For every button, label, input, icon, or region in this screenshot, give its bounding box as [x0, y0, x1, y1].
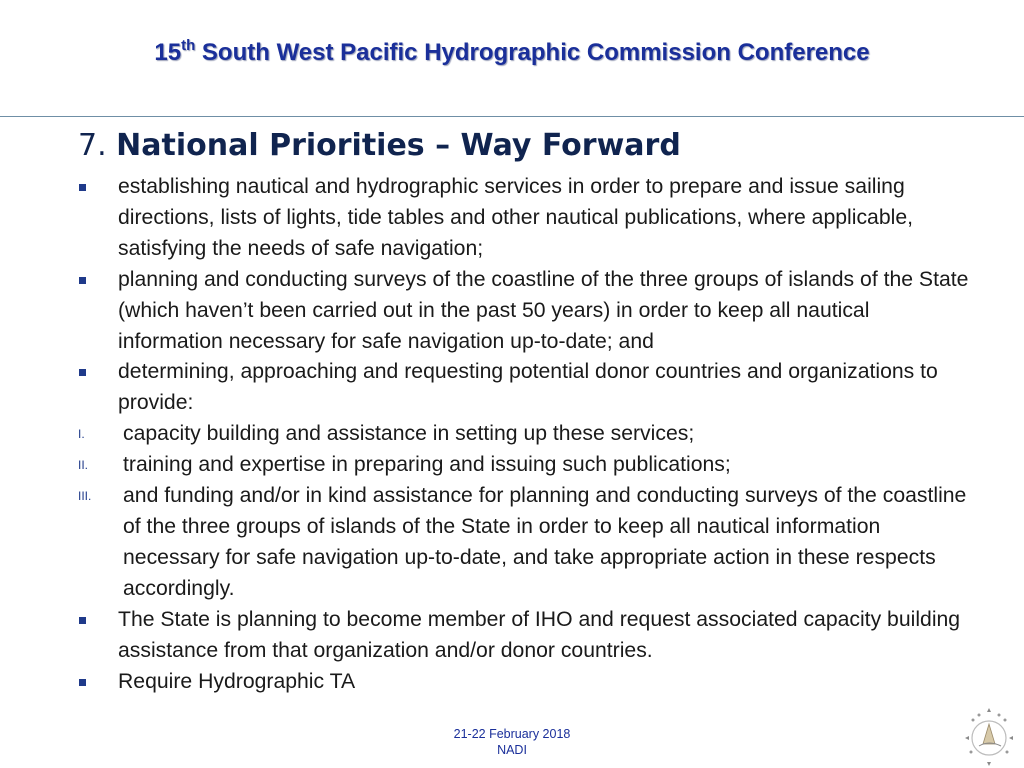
- footer-place: NADI: [497, 743, 527, 757]
- bullet-item: [78, 172, 978, 265]
- swphc-compass-logo-icon: [955, 704, 1019, 768]
- roman-numeral-marker: III.: [78, 489, 92, 504]
- roman-numeral-marker: II.: [78, 458, 89, 473]
- bullet-item: [78, 667, 978, 698]
- bullet-text: The State is planning to become member of IHO and request associated capacity building assistance from that organization and/or donor countries.: [118, 607, 961, 662]
- square-bullet-icon: [79, 679, 86, 686]
- slide-content: [78, 172, 978, 697]
- sub-item-text: and funding and/or in kind assistance for planning and conducting surveys of the coastline of the three groups of islands of the State in order to keep all nautical information necessary for safe navigation up-to-date, and take appropriate action in these respects accordingly.: [123, 484, 967, 600]
- square-bullet-icon: [79, 184, 86, 191]
- section-title: [78, 128, 681, 163]
- bullet-text: Require Hydrographic TA: [118, 669, 356, 693]
- square-bullet-icon: [79, 277, 86, 284]
- conference-title-text: South West Pacific Hydrographic Commission Conference: [195, 39, 870, 66]
- bullet-text: determining, approaching and requesting potential donor countries and organizations to provide:: [118, 360, 938, 415]
- sub-item: [78, 481, 978, 605]
- sub-item: [78, 419, 978, 450]
- sub-item-text: training and expertise in preparing and issuing such publications;: [123, 453, 731, 477]
- bullet-item: [78, 357, 978, 419]
- section-number: 7.: [78, 128, 107, 163]
- bullet-text: planning and conducting surveys of the coastline of the three groups of islands of the State (which haven’t been carried out in the past 50 years) in order to keep all nautical information necessary for safe navigation up-to-date; and: [118, 267, 969, 353]
- section-title-text: National Priorities – Way Forward: [116, 128, 681, 163]
- sub-item: [78, 450, 978, 481]
- square-bullet-icon: [79, 369, 86, 376]
- bullet-item: [78, 265, 978, 358]
- slide-footer: [0, 726, 1024, 758]
- roman-numeral-marker: I.: [78, 427, 85, 442]
- bullet-text: establishing nautical and hydrographic services in order to prepare and issue sailing directions, lists of lights, tide tables and other nautical publications, where applicable, satisfying the needs of safe navigation;: [118, 175, 913, 260]
- bullet-item: [78, 605, 978, 667]
- conference-number: 15: [154, 39, 182, 66]
- conference-number-suffix: th: [181, 37, 196, 54]
- header-divider: [0, 116, 1024, 117]
- square-bullet-icon: [79, 617, 86, 624]
- conference-title: [0, 38, 1024, 67]
- sub-item-text: capacity building and assistance in setting up these services;: [123, 422, 695, 446]
- footer-date: 21-22 February 2018: [453, 727, 571, 741]
